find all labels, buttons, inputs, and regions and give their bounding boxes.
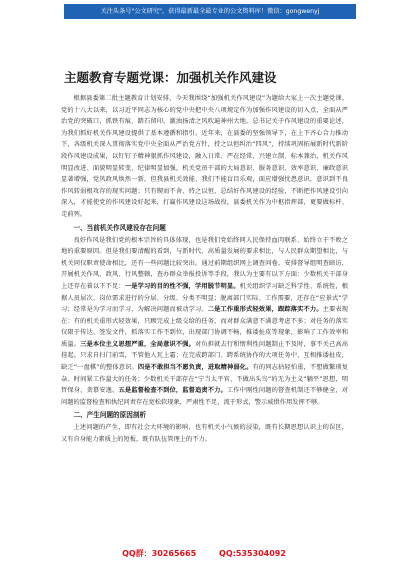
promo-banner-text: 关注头条号"公文研究"，获得最新最全最专业的公文资料库！微信：gongwenyj [100,8,320,15]
section1-paragraph-1 [61,235,348,409]
point-4-text: 有的同志拈轻怕重，不想做繁琐复杂、时间紧工作量大的任务；少数机关干部存在“宁当太平官、不做出头鸟”的无为主义“躺平”思想，明哲保身，贪慕安逸。 [61,364,349,395]
point-3-text: 对负担就去行和惰利性问题制止不及时，事不关己高高挂起。只求自扫门前雪，不管他人瓦上霜；在完成跨部门、跨系统协作的大项任务中，互相推诿扯皮，缺乏“一盘棋”的整体意识。 [61,340,349,372]
section1-paragraph-2-lead: 少数机关干部身上还存在着以下不足： [61,271,349,290]
point-2-text: 主要表现在：有的机关重形式轻效果，只顾完成上级交给的任务，而对群众满意不满意考虑不多；对任务的落实仅限于传达、签发文件，抓落实工作不到位，出现部门协调不畅，推诿扯皮等现象，影响了工作效率和质量。 [61,306,349,348]
promo-banner[interactable] [64,4,356,19]
intro-paragraph: 根据县委第二批主题教育计划安排，今天我围绕“加强机关作风建设”为题给大家上一次主题党课。党的十八大以来，以习近平同志为核心的党中央把中央八项规定作为加强作风建设的切入点，全面从严治党的突破口，抓铁有痕、踏石留印，激浊扬清之风吹遍神州大地。总书记关于作风建设的重要论述，为我们抓好机关作风建设提供了基本遵循和指引。近年来，在县委的坚强领导下，在上下齐心合力推动下，各级机关深入贯彻落实党中央全面从严治党方针，持之以恒纠治“四风”，持续巩固拓展新时代新阶段作风建设成果，以钉钉子精神狠抓作风建设，融入日常、严在经常，兴建立制、标本兼治，机关作风明显改进、面貌明显转变、纪律明显加强，机关党员干部的大局意识、服务意识、效率意识、廉政意识显著增强，党风政风焕然一新，但我县机关效能、我们不能盲目乐观，面应增强忧患意识，意识到不良作风转弱根攻存的现实问题；只有锲而不舍、持之以恒，总结好作风建设的经验，不断把作风建设引向深入，才能使党的作风建设好起来，打赢作风建设这场战役，县委机关作为中枢指挥部，更要做标杆、走前列。 [61,95,348,218]
point-4-heading: 四是不敢担当不愿负责，进取精神弱化。 [137,364,253,372]
section1-paragraph-1-text: 良好作风是我们党的根本宗旨的具体体现，也是我们党始终同人民保持血肉联系、始终立于不败之地的重要原因。但是我们要清醒的看到，与新时代、高质量发展的要求相比，与人民群众期望相比，与机关同仅职责使命相比，还有一些问题比较突出。通过前期组织网上调查问卷，安排督导组明查暗访，开展机关作风、政风、行风整顿，查办群众举报投诉等手段，我认为主要有以下方面： [61,236,348,279]
qq-group-text[interactable]: QQ群：30265665 [122,549,197,558]
point-1-text: 机关组织学习缺乏科学性、系统性，根据人员层次、岗位需求进行的分层、分级、分类不明显；脱离部门实际、工作需要，还存在“应景式”学习；经常是为学习而学习，为解决问题而被动学习。 [61,282,349,314]
section-heading-1: 一、当前机关作风建设存在问题 [73,223,166,232]
document-body [61,93,348,446]
section2-paragraph-1: 上述问题的产生，即有社会大环境的影响，也有机关小气候的浸染，既有长期思想认识上的误区，又有自身能力素质上的短板，既有队伍管理上的不力。 [61,424,348,444]
page-title: 主题教育专题党课：加强机关作风建设 [64,70,277,85]
point-1-heading: 一是学习的目的性不强，学用脱节明显。 [124,282,240,290]
point-5-heading: 五是监督检查不到位，监督追责不力。 [118,387,227,395]
qq-number-text[interactable]: QQ:535304092 [219,549,286,558]
section-heading-2: 二、产生问题的原因剖析 [73,411,147,420]
contact-footer [0,548,408,559]
point-2-heading: 二是工作重形式轻效果，跟踪落实不力。 [207,306,323,314]
point-3-heading: 三是本位主义思想严重，全局意识不强。 [80,340,196,348]
point-5-text: 工作中刚性问题的督查机制还不够健全，对问题的监督检查和执纪问责存在宽松软现象，严肃性不足，流于形式，警示威慑作用发挥不够。 [61,387,349,406]
